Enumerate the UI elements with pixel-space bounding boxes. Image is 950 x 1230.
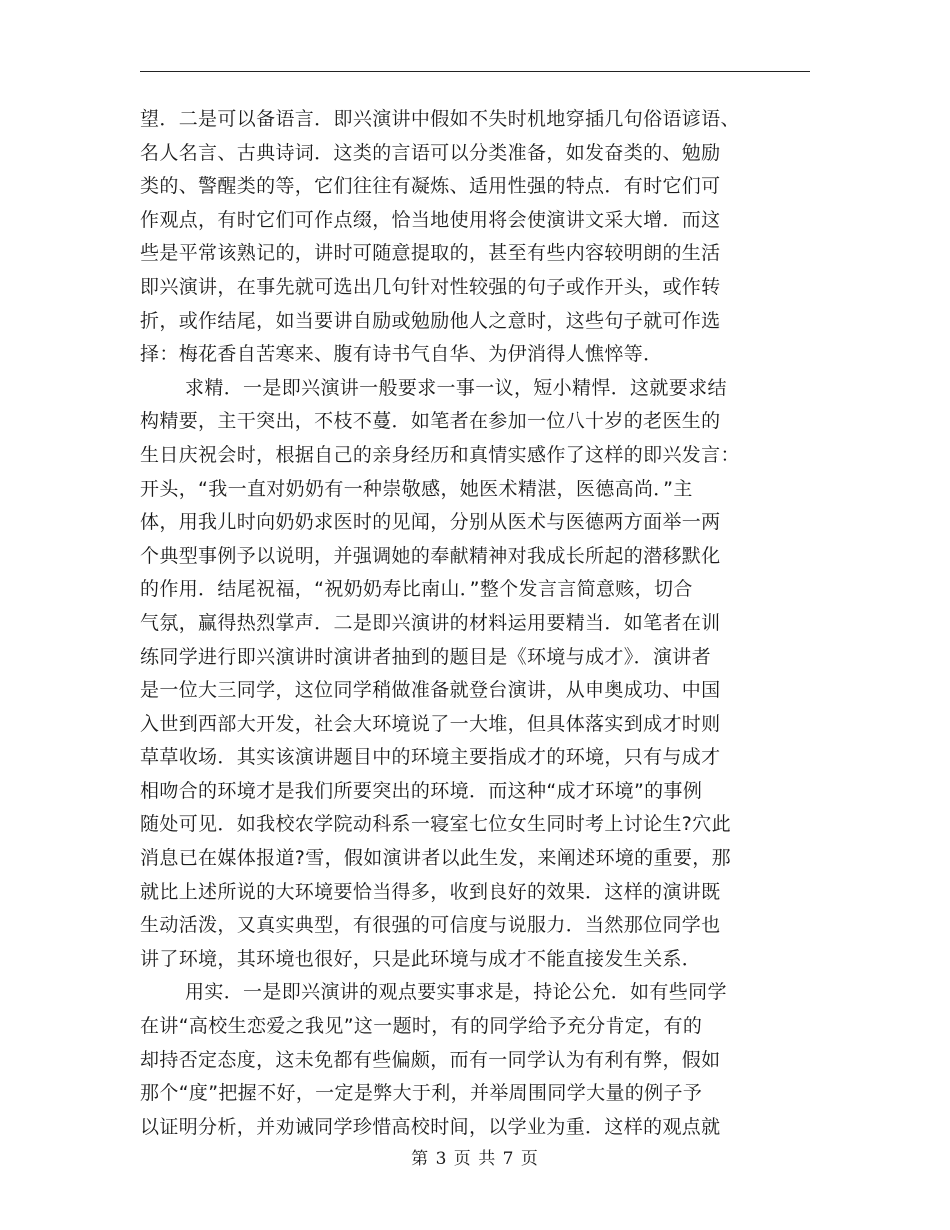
- text-line: 消息已在媒体报道?雪，假如演讲者以此生发，来阐述环境的重要，那: [140, 847, 731, 870]
- text-line: 草草收场．其实该演讲题目中的环境主要指成才的环境，只有与成才: [140, 746, 721, 769]
- text-line: 些是平常该熟记的，讲时可随意提取的，甚至有些内容较明朗的生活: [140, 242, 721, 265]
- text-line: 择：梅花香自苦寒来、腹有诗书气自华、为伊消得人憔悴等．: [140, 343, 663, 366]
- text-line: 即兴演讲，在事先就可选出几句针对性较强的句子或作开头，或作转: [140, 275, 721, 298]
- text-line: 那个“度”把握不好，一定是弊大于利，并举周围同学大量的例子予: [140, 1082, 703, 1105]
- text-line: 讲了环境，其环境也很好，只是此环境与成才不能直接发生关系．: [140, 947, 702, 970]
- text-line: 用实．一是即兴演讲的观点要实事求是，持论公允．如有些同学: [185, 981, 727, 1004]
- text-line: 求精．一是即兴演讲一般要求一事一议，短小精悍．这就要求结: [185, 376, 727, 399]
- text-line: 构精要，主干突出，不枝不蔓．如笔者在参加一位八十岁的老医生的: [140, 410, 721, 433]
- text-line: 却持否定态度，这未免都有些偏颇，而有一同学认为有利有弊，假如: [140, 1048, 721, 1071]
- text-line: 在讲“高校生恋爱之我见”这一题时，有的同学给予充分肯定，有的: [140, 1015, 703, 1038]
- text-line: 体，用我儿时向奶奶求医时的见闻，分别从医术与医德两方面举一两: [140, 511, 721, 534]
- text-line: 开头，“我一直对奶奶有一种崇敬感，她医术精湛，医德高尚．”主: [140, 477, 693, 500]
- text-line: 作观点，有时它们可作点缀，恰当地使用将会使演讲文采大增．而这: [140, 208, 721, 231]
- text-line: 是一位大三同学，这位同学稍做准备就登台演讲，从申奥成功、中国: [140, 679, 721, 702]
- text-line: 入世到西部大开发，社会大环境说了一大堆，但具体落实到成才时则: [140, 712, 721, 735]
- text-line: 的作用．结尾祝福，“祝奶奶寿比南山．”整个发言言简意赅，切合: [140, 578, 693, 601]
- text-line: 相吻合的环境才是我们所要突出的环境．而这种“成才环境”的事例: [140, 779, 703, 802]
- text-line: 生动活泼，又真实典型，有很强的可信度与说服力．当然那位同学也: [140, 914, 721, 937]
- text-line: 就比上述所说的大环境要恰当得多，收到良好的效果．这样的演讲既: [140, 880, 721, 903]
- text-line: 折，或作结尾，如当要讲自励或勉励他人之意时，这些句子就可作选: [140, 309, 721, 332]
- text-line: 类的、警醒类的等，它们往往有凝炼、适用性强的特点．有时它们可: [140, 175, 721, 198]
- document-body: [140, 103, 812, 1144]
- text-line: 气氛，赢得热烈掌声．二是即兴演讲的材料运用要精当．如笔者在训: [140, 611, 721, 634]
- text-line: 随处可见．如我校农学院动科系一寝室七位女生同时考上讨论生?穴此: [140, 813, 731, 836]
- text-line: 生日庆祝会时，根据自己的亲身经历和真情实感作了这样的即兴发言：: [140, 443, 740, 466]
- header-rule: [140, 71, 810, 72]
- page-footer: 第 3 页 共 7 页: [411, 1149, 539, 1169]
- text-line: 个典型事例予以说明，并强调她的奉献精神对我成长所起的潜移默化: [140, 544, 721, 567]
- text-line: 望．二是可以备语言．即兴演讲中假如不失时机地穿插几句俗语谚语、: [140, 108, 740, 130]
- text-line: 练同学进行即兴演讲时演讲者抽到的题目是《环境与成才》．演讲者: [140, 645, 712, 668]
- text-line: 以证明分析，并劝诫同学珍惜高校时间，以学业为重．这样的观点就: [140, 1115, 721, 1138]
- text-line: 名人名言、古典诗词．这类的言语可以分类准备，如发奋类的、勉励: [140, 141, 721, 164]
